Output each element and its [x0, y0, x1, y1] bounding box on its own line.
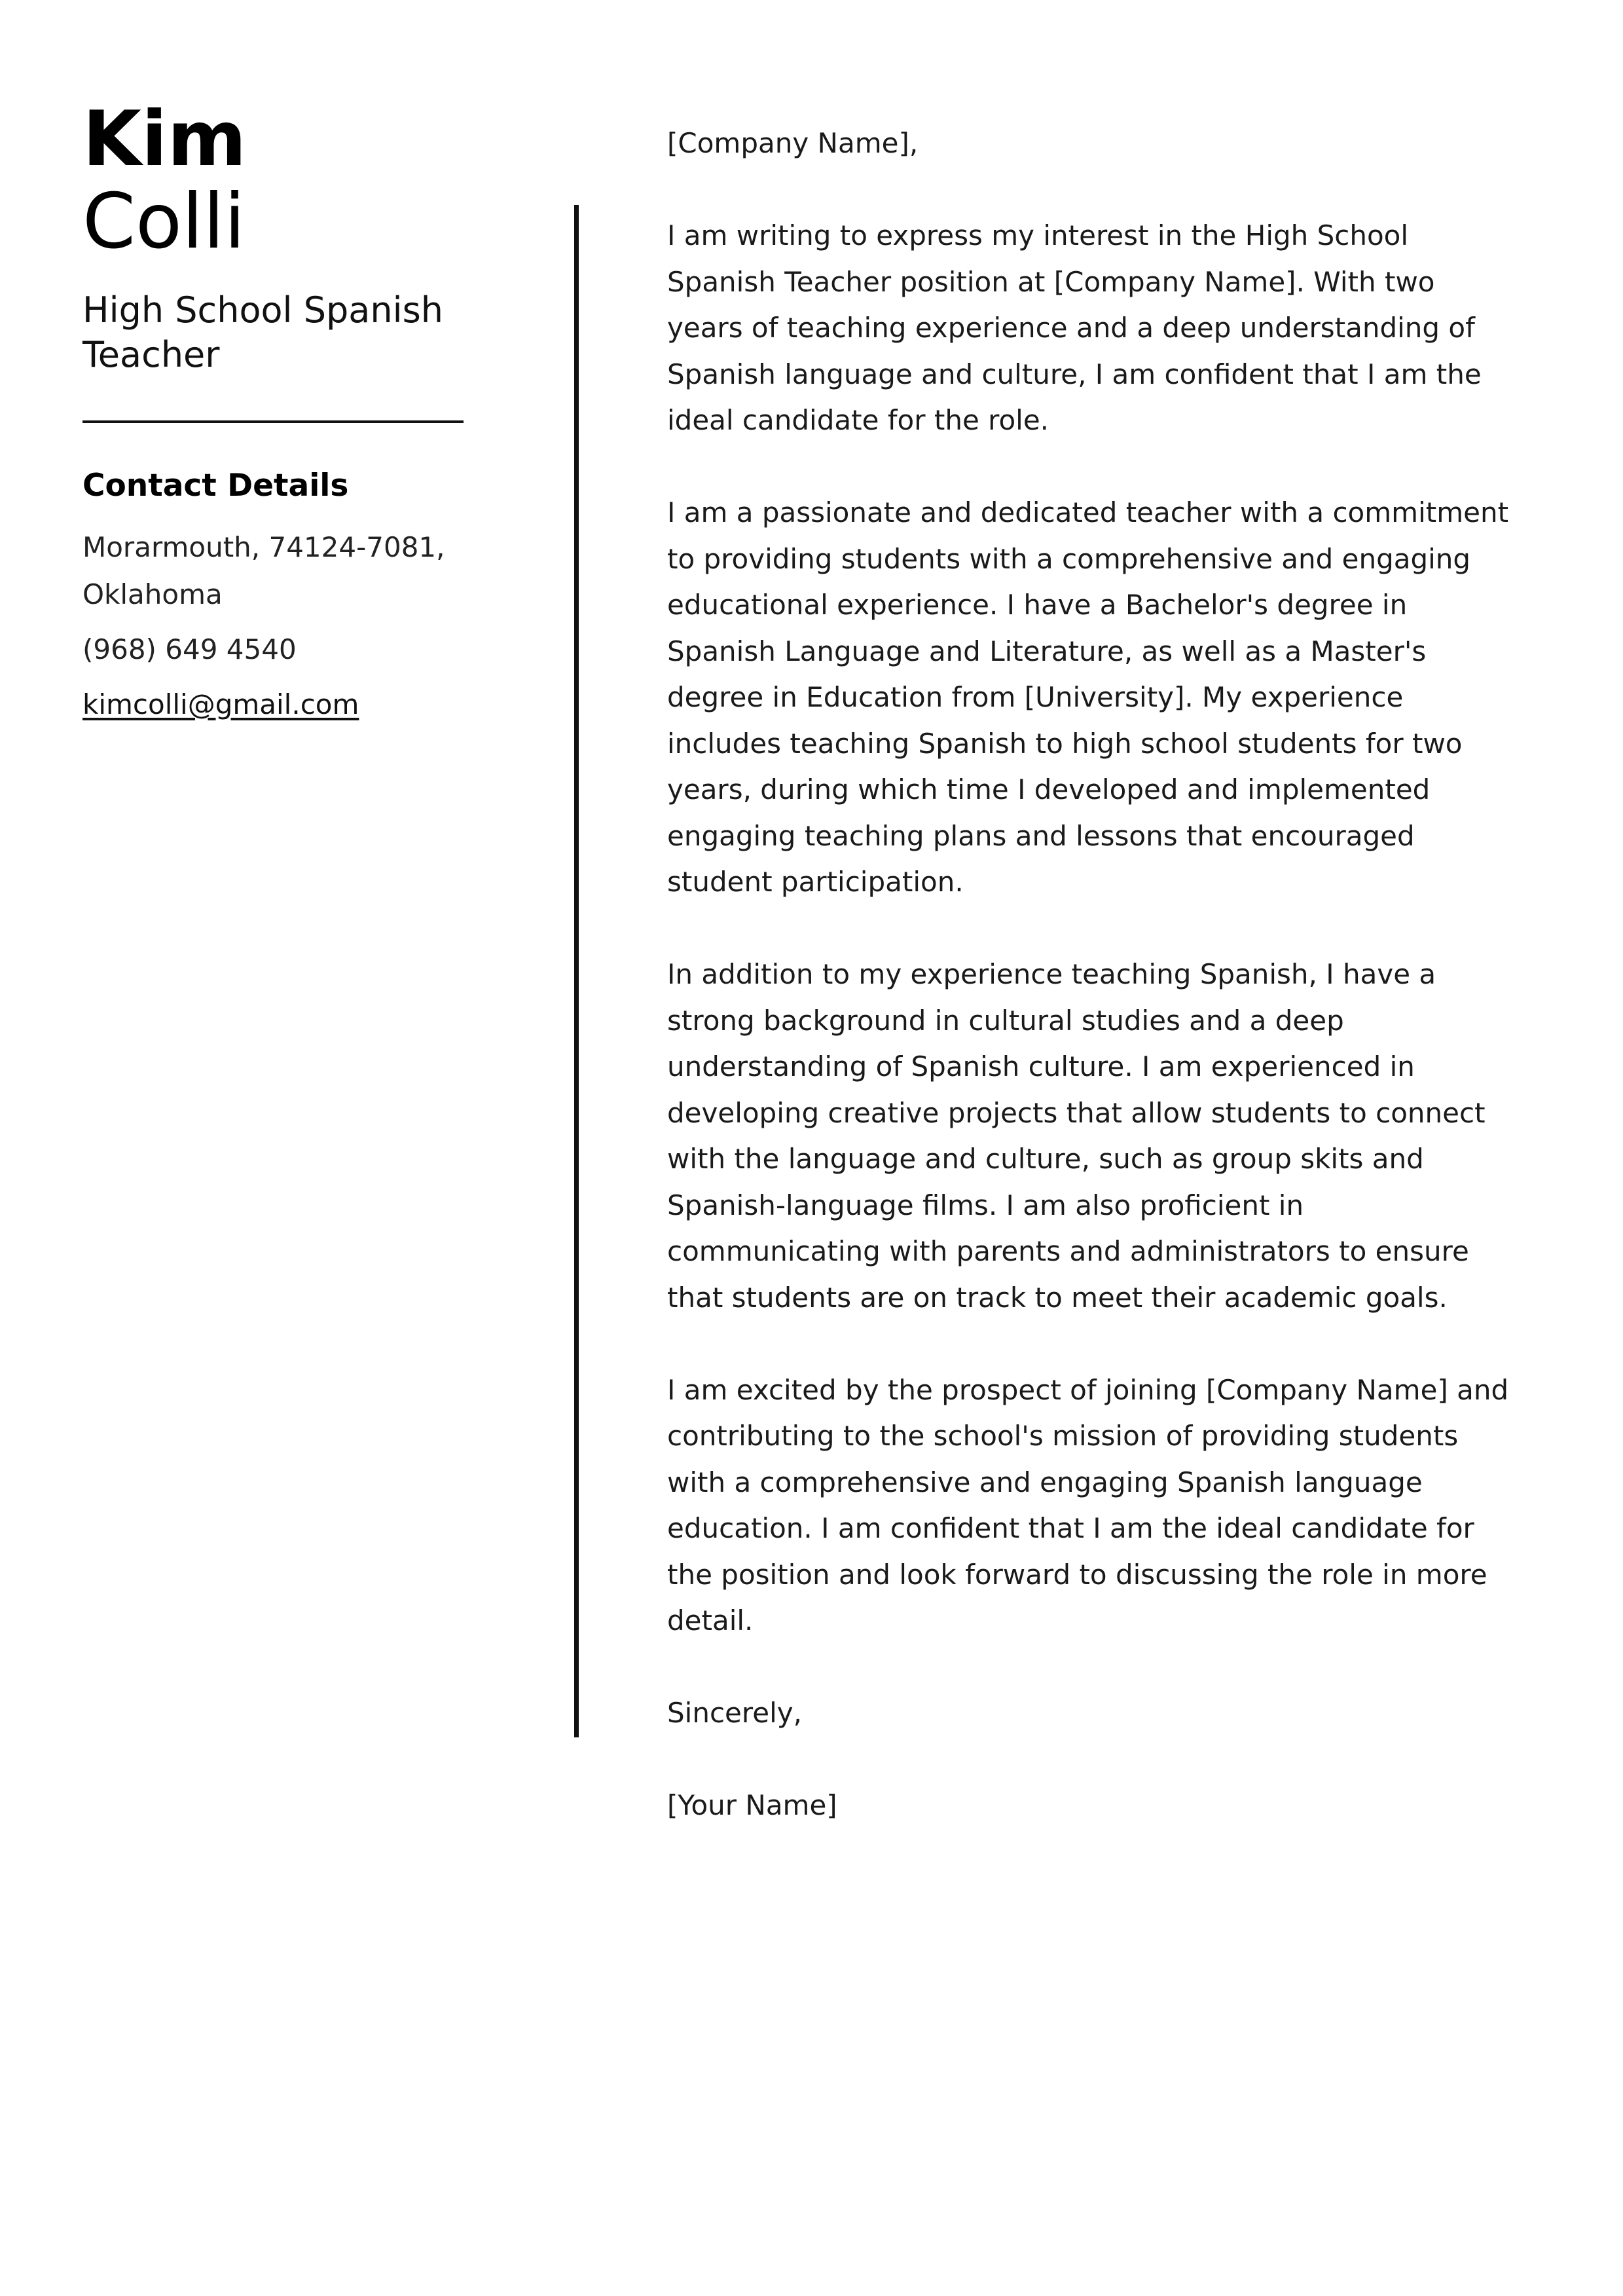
sidebar-divider: [82, 420, 464, 423]
contact-details: [82, 524, 501, 736]
sidebar: [82, 95, 475, 720]
contact-details-heading: Contact Details: [82, 468, 349, 504]
letter-body: [667, 120, 1518, 1829]
letter-paragraph-3: In addition to my experience teaching Spanish, I have a strong background in cultural studies and a deep understanding of Spanish culture. I am experienced in developing creative projects that allow students to connect with the language and culture, such as group skits and Spanish-language films. I am also proficient in communicating with parents and administrators to ensure that students are on track to meet their academic goals.: [667, 958, 1486, 1314]
letter-salutation: [Company Name],: [667, 127, 919, 159]
last-name: Colli: [82, 177, 246, 266]
candidate-name: [82, 95, 475, 266]
vertical-divider: [574, 205, 579, 1737]
letter-paragraph-2: I am a passionate and dedicated teacher with a commitment to providing students with a comprehensive and engaging educational experience. I have a Bachelor's degree in Spanish Language and Literature, as well as a Master's degree in Education from [University]. My experience includes teaching Spanish to high school students for two years, during which time I developed and implemented engaging teaching plans and lessons that encouraged student participation.: [667, 496, 1509, 898]
contact-address: Morarmouth, 74124-7081, Oklahoma: [82, 531, 445, 610]
letter-signature: [Your Name]: [667, 1789, 837, 1821]
job-title: High School Spanish Teacher: [82, 289, 443, 375]
letter-paragraph-4: I am excited by the prospect of joining [Company Name] and contributing to the school's mission of providing students with a comprehensive and engaging Spanish language education. I am confident that I am the ideal candidate for the position and look forward to discussing the role in more detail.: [667, 1373, 1509, 1637]
first-name: Kim: [82, 95, 247, 183]
contact-email-link[interactable]: kimcolli@gmail.com: [82, 688, 359, 720]
contact-phone: (968) 649 4540: [82, 633, 297, 665]
letter-paragraph-1: I am writing to express my interest in the High School Spanish Teacher position at [Company Name]. With two years of teaching experience and a deep understanding of Spanish language and culture, I am confident that I am the ideal candidate for the role.: [667, 219, 1482, 436]
letter-closing: Sincerely,: [667, 1697, 802, 1729]
